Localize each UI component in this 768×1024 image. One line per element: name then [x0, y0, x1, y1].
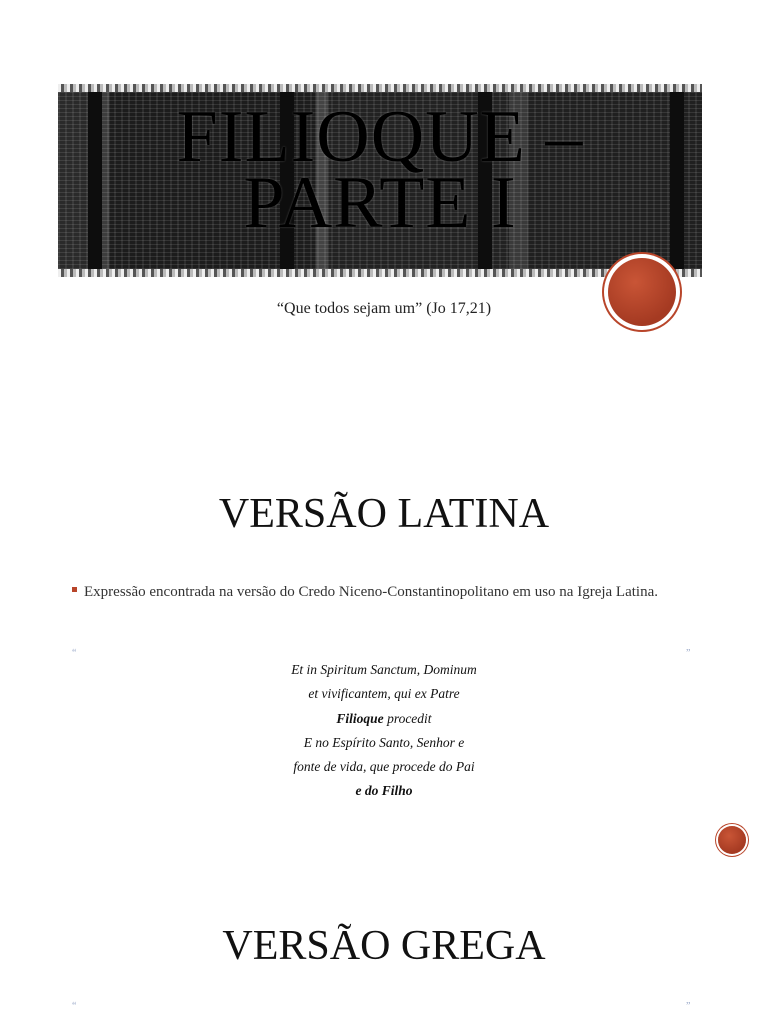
section-title-grega: VERSÃO GREGA — [222, 923, 546, 969]
verse-line: fonte de vida, que procede do Pai — [293, 759, 475, 775]
decorative-circle-small — [718, 826, 746, 854]
bullet-item — [72, 578, 695, 606]
banner-bottom-edge — [58, 269, 702, 277]
page-title — [58, 96, 702, 244]
open-quote-mark: “ — [72, 1001, 77, 1012]
title-banner — [58, 84, 702, 277]
verse-line: Et in Spiritum Sanctum, Dominum — [291, 662, 477, 677]
banner-top-edge — [58, 84, 702, 92]
creed-quote — [0, 658, 768, 804]
verse-line-rest: procedit — [383, 710, 432, 726]
section-title-latina: VERSÃO LATINA — [218, 491, 550, 537]
verse-line — [0, 707, 768, 731]
verse-emphasis-line: e do Filho — [355, 783, 413, 799]
open-quote-mark: “ — [72, 648, 77, 659]
subtitle-quote: “Que todos sejam um” (Jo 17,21) — [276, 300, 492, 317]
title-line-2: PARTE I — [243, 162, 517, 244]
verse-line: et vivificantem, qui ex Patre — [308, 686, 460, 702]
close-quote-mark: ” — [686, 1001, 691, 1012]
title-line-1: FILIOQUE – — [176, 96, 584, 178]
bullet-marker-icon — [72, 587, 77, 592]
verse-line: E no Espírito Santo, Senhor e — [303, 734, 465, 750]
close-quote-mark: ” — [686, 648, 691, 659]
bullet-text: Expressão encontrada na versão do Credo Niceno-Constantinopolitano em uso na Igreja Latina. — [84, 584, 658, 600]
verse-emphasis: Filioque — [336, 710, 384, 726]
